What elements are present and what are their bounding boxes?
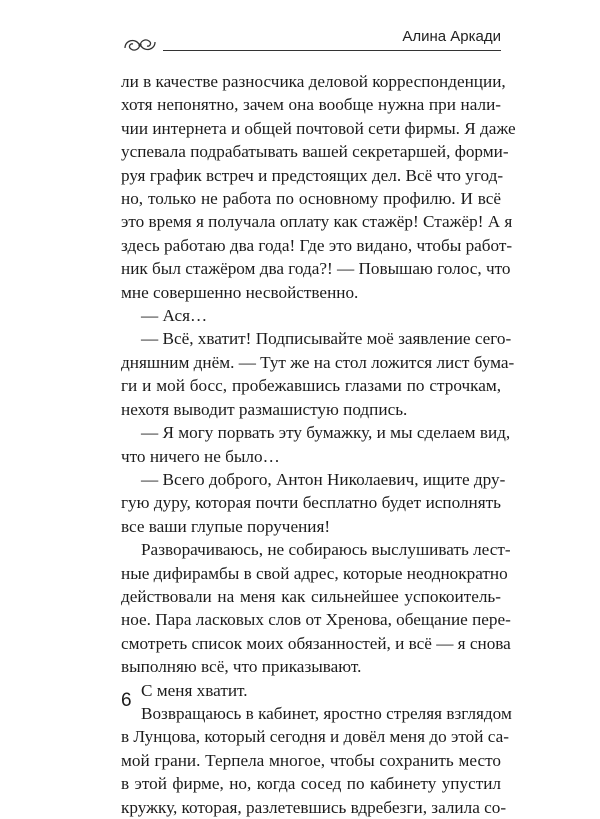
ornament-icon <box>121 34 159 56</box>
text-line: действовали на меня как сильнейшее успокоитель- <box>121 586 501 606</box>
text-line: — Я могу порвать эту бумажку, и мы сделаем вид, <box>141 423 511 443</box>
author-name: Алина Аркади <box>402 28 501 45</box>
text-line: кружку, которая, разлетевшись вдребезги, залила со- <box>121 797 507 817</box>
text-line: — Ася… <box>141 306 208 326</box>
text-line: нехотя выводит размашистую подпись. <box>121 399 408 419</box>
text-line: — Всего доброго, Антон Николаевич, ищите дру- <box>141 469 506 489</box>
text-line: выполняю всё, что приказывают. <box>121 657 362 677</box>
text-line: чии интернета и общей почтовой сети фирмы. Я даже <box>121 118 516 138</box>
text-line: мой грани. Терпела многое, чтобы сохранить место <box>121 750 501 770</box>
text-line: но, только не работа по основному профилю. И всё <box>121 189 501 209</box>
text-line: в этой фирме, но, когда сосед по кабинету упустил <box>121 774 501 794</box>
text-line: ник был стажёром два года?! — Повышаю голос, что <box>121 259 511 279</box>
text-line: дняшним днём. — Тут же на стол ложится лист бума- <box>121 352 515 372</box>
running-header <box>121 28 501 58</box>
text-line: в Лунцова, который сегодня и довёл меня до этой са- <box>121 727 509 747</box>
text-line: гую дуру, которая почти бесплатно будет исполнять <box>121 493 501 513</box>
body-text <box>121 70 516 819</box>
text-line: мне совершенно несвойственно. <box>121 282 359 302</box>
text-line: хотя непонятно, зачем она вообще нужна при нали- <box>121 95 501 115</box>
text-line: Возвращаюсь в кабинет, яростно стреляя взглядом <box>141 703 512 723</box>
text-line: здесь работаю два года! Где это видано, чтобы работ- <box>121 235 513 255</box>
text-line: Разворачиваюсь, не собираюсь выслушивать лест- <box>141 540 511 560</box>
text-line: руя график встреч и предстоящих дел. Всё что угод- <box>121 165 504 185</box>
page-number: 6 <box>121 690 132 711</box>
text-line: все ваши глупые поручения! <box>121 516 331 536</box>
text-line: ное. Пара ласковых слов от Хренова, обещание пере- <box>121 610 511 630</box>
text-line: ли в качестве разносчика деловой корреспонденции, <box>121 72 506 91</box>
text-line: успевала подрабатывать вашей секретаршей, форми- <box>121 142 509 162</box>
text-line: ги и мой босс, пробежавшись глазами по строчкам, <box>121 376 501 396</box>
header-rule <box>163 50 501 51</box>
text-line: С меня хватит. <box>141 680 248 700</box>
text-line: что ничего не было… <box>121 446 280 466</box>
text-line: ные дифирамбы в свой адрес, которые неоднократно <box>121 563 508 583</box>
text-line: — Всё, хватит! Подписывайте моё заявление сего- <box>141 329 512 349</box>
text-line: смотреть список моих обязанностей, и всё — я снова <box>121 633 511 653</box>
text-line: это время я получала оплату как стажёр! Стажёр! А я <box>121 212 513 232</box>
